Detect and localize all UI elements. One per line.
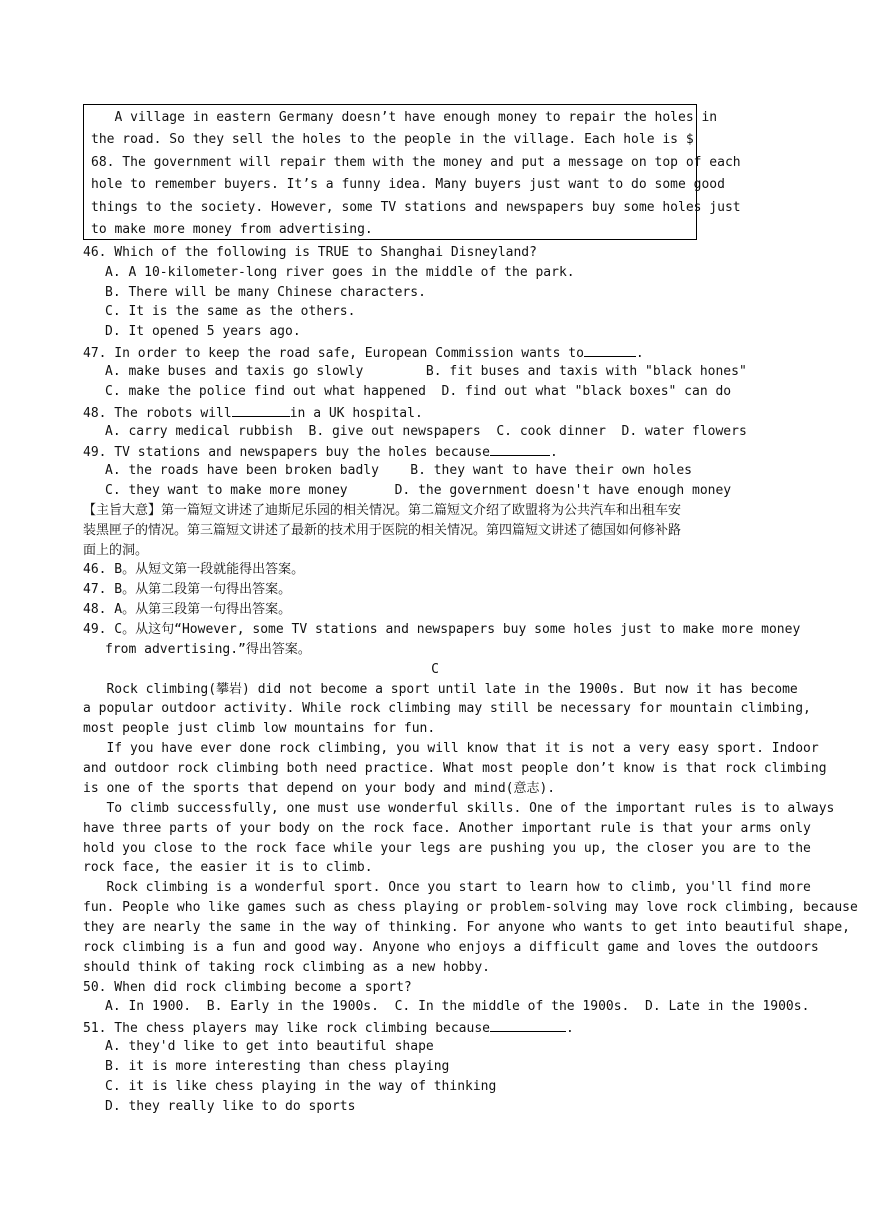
section-heading: C	[431, 662, 439, 677]
passage-line: things to the society. However, some TV stations and newspapers buy some holes just	[91, 200, 741, 215]
passage-line: hole to remember buyers. It’s a funny idea. Many buyers just want to do some good	[91, 177, 725, 192]
paragraph-line: To climb successfully, one must use wonderful skills. One of the important rules is to always	[83, 801, 835, 816]
passage-line: the road. So they sell the holes to the people in the village. Each hole is $	[91, 132, 694, 147]
question-48-end: in a UK hospital.	[289, 406, 423, 421]
answer-47: 47. B。从第二段第一句得出答案。	[83, 582, 292, 597]
paragraph-line: Rock climbing is a wonderful sport. Once you start to learn how to climb, you'll find more	[83, 880, 811, 895]
paragraph-line: fun. People who like games such as chess playing or problem-solving may love rock climbing, because	[83, 900, 858, 915]
paragraph-line: have three parts of your body on the rock face. Another important rule is that your arms only	[83, 821, 811, 836]
summary-line: 装黑匣子的情况。第三篇短文讲述了最新的技术用于医院的相关情况。第四篇短文讲述了德国如何修补路	[83, 523, 682, 538]
paragraph-line: rock climbing is a fun and good way. Anyone who enjoys a difficult game and loves the outdoors	[83, 940, 819, 955]
option-46c: C. It is the same as the others.	[105, 304, 356, 319]
passage-box	[83, 104, 741, 240]
answer-48: 48. A。从第三段第一句得出答案。	[83, 602, 292, 617]
paragraph-line: and outdoor rock climbing both need practice. What most people don’t know is that rock climbing	[83, 761, 827, 776]
passage-line: to make more money from advertising.	[91, 222, 373, 237]
paragraph-line: most people just climb low mountains for fun.	[83, 721, 436, 736]
question-46: 46. Which of the following is TRUE to Shanghai Disneyland?	[83, 245, 537, 260]
summary-line: 【主旨大意】第一篇短文讲述了迪斯尼乐园的相关情况。第二篇短文介绍了欧盟将为公共汽车和出租车安	[83, 503, 682, 518]
question-49-text: 49. TV stations and newspapers buy the holes because	[83, 445, 490, 460]
answer-49-cont: from advertising.”得出答案。	[105, 642, 311, 657]
question-50: 50. When did rock climbing become a sport?	[83, 980, 412, 995]
options-47cd: C. make the police find out what happened D. find out what "black boxes" can do	[105, 384, 732, 399]
question-48-text: 48. The robots will	[83, 406, 232, 421]
options-47ab: A. make buses and taxis go slowly B. fit buses and taxis with "black hones"	[105, 364, 747, 379]
options-49ab: A. the roads have been broken badly B. they want to have their own holes	[105, 463, 692, 478]
options-49cd: C. they want to make more money D. the government doesn't have enough money	[105, 483, 732, 498]
options-48: A. carry medical rubbish B. give out newspapers C. cook dinner D. water flowers	[105, 424, 747, 439]
passage-line: A village in eastern Germany doesn’t have enough money to repair the holes in	[91, 110, 718, 125]
paragraph-line: a popular outdoor activity. While rock climbing may still be necessary for mountain climbing,	[83, 701, 811, 716]
options-50: A. In 1900. B. Early in the 1900s. C. In the middle of the 1900s. D. Late in the 1900s.	[105, 999, 810, 1014]
question-47-text: 47. In order to keep the road safe, European Commission wants to	[83, 346, 584, 361]
option-51c: C. it is like chess playing in the way of thinking	[105, 1079, 497, 1094]
paragraph-line: If you have ever done rock climbing, you will know that it is not a very easy sport. Indoor	[83, 741, 819, 756]
paragraph-line: hold you close to the rock face while your legs are pushing you up, the closer you are to the	[83, 841, 811, 856]
answer-blank	[584, 342, 636, 357]
question-51-end: .	[566, 1021, 574, 1036]
option-51d: D. they really like to do sports	[105, 1099, 356, 1114]
answer-blank	[232, 402, 290, 417]
paragraph-line: is one of the sports that depend on your body and mind(意志).	[83, 781, 556, 796]
answer-blank	[490, 1017, 566, 1032]
answer-49: 49. C。从这句“However, some TV stations and newspapers buy some holes just to make more money	[83, 622, 801, 637]
summary-line: 面上的洞。	[83, 543, 149, 558]
option-51a: A. they'd like to get into beautiful shape	[105, 1039, 434, 1054]
option-51b: B. it is more interesting than chess playing	[105, 1059, 450, 1074]
option-46d: D. It opened 5 years ago.	[105, 324, 301, 339]
paragraph-line: Rock climbing(攀岩) did not become a sport until late in the 1900s. But now it has become	[83, 682, 798, 697]
question-48	[83, 402, 423, 422]
question-51-text: 51. The chess players may like rock climbing because	[83, 1021, 490, 1036]
answer-46: 46. B。从短文第一段就能得出答案。	[83, 562, 305, 577]
paragraph-line: rock face, the easier it is to climb.	[83, 860, 373, 875]
question-47	[83, 342, 644, 362]
paragraph-line: should think of taking rock climbing as a new hobby.	[83, 960, 490, 975]
answer-blank	[490, 441, 550, 456]
question-49-end: .	[550, 445, 558, 460]
question-51	[83, 1017, 574, 1037]
question-47-end: .	[635, 346, 644, 361]
passage-line: 68. The government will repair them with the money and put a message on top of each	[91, 155, 741, 170]
paragraph-line: they are nearly the same in the way of thinking. For anyone who wants to get into beautiful shape,	[83, 920, 851, 935]
question-49	[83, 441, 558, 461]
option-46a: A. A 10-kilometer-long river goes in the middle of the park.	[105, 265, 575, 280]
option-46b: B. There will be many Chinese characters.	[105, 285, 426, 300]
